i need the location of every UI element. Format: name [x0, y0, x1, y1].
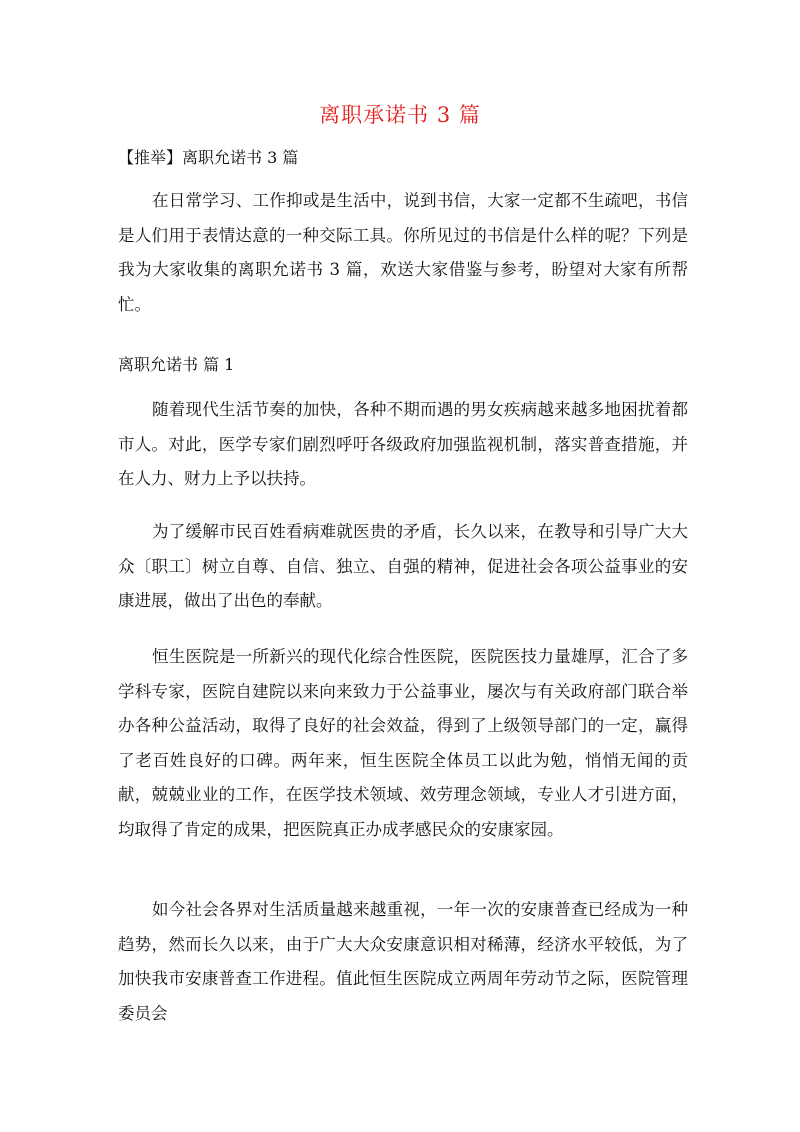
- body-paragraph-4: 如今社会各界对生活质量越来越重视，一年一次的安康普查已经成为一种趋势，然而长久以来，由于广大大众安康意识相对稀薄，经济水平较低，为了加快我市安康普查工作进程。值此恒生医院成立两周年劳动节之际，医院管理委员会: [118, 900, 688, 1023]
- body-paragraph-1: 随着现代生活节奏的加快，各种不期而遇的男女疾病越来越多地困扰着都市人。对此，医学专家们剧烈呼吁各级政府加强监视机制，落实普查措施，并在人力、财力上予以扶持。: [118, 400, 688, 489]
- document-subtitle: 【推举】离职允诺书 3 篇: [118, 148, 299, 167]
- body-paragraph-3: 恒生医院是一所新兴的现代化综合性医院，医院医技力量雄厚，汇合了多学科专家，医院自建院以来向来致力于公益事业，屡次与有关政府部门联合举办各种公益活动，取得了良好的社会效益，得到了上级领导部门的一定，赢得了老百姓良好的口碑。两年来，恒生医院全体员工以此为勉，悄悄无闻的贡献，兢兢业业的工作，在医学技术领域、效劳理念领域，专业人才引进方面，均取得了肯定的成果，把医院真正办成孝感民众的安康家园。: [118, 647, 688, 839]
- intro-paragraph: 在日常学习、工作抑或是生活中，说到书信，大家一定都不生疏吧，书信是人们用于表情达意的一种交际工具。你所见过的书信是什么样的呢？下列是我为大家收集的离职允诺书 3 篇，欢送大家借鉴与参考，盼望对大家有所帮忙。: [118, 191, 688, 314]
- body-paragraph-2: 为了缓解市民百姓看病难就医贵的矛盾，长久以来，在教导和引导广大大众〔职工〕树立自尊、自信、独立、自强的精神，促进社会各项公益事业的安康进展，做出了出色的奉献。: [118, 522, 688, 611]
- document-title: 离职承诺书 3 篇: [319, 103, 481, 127]
- section-heading: 离职允诺书 篇 1: [118, 355, 235, 374]
